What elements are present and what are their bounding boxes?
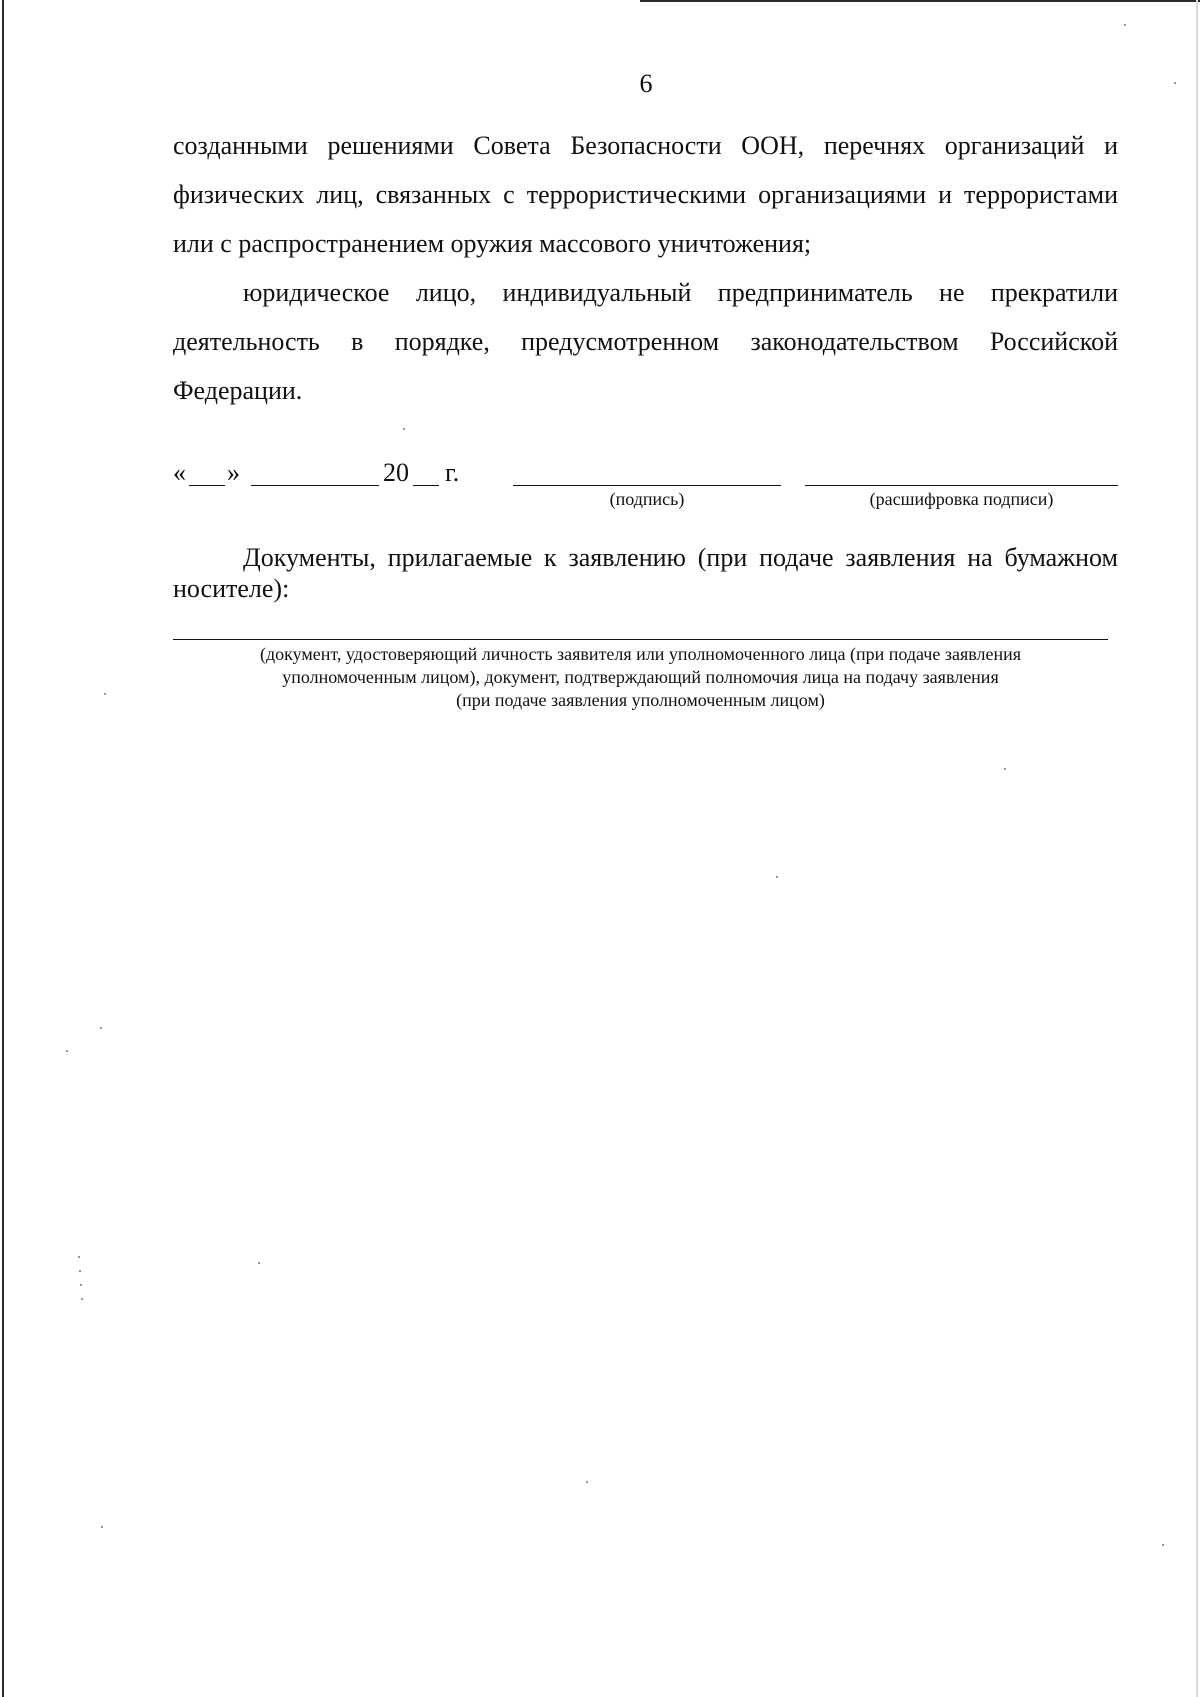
note-line: (документ, удостоверяющий личность заявителя или уполномоченного лица (при подаче заявления: [259, 644, 1022, 664]
attached-documents-heading: Документы, прилагаемые к заявлению (при подаче заявления на бумажном носителе):: [173, 543, 1118, 603]
body-paragraph-2: юридическое лицо, индивидуальный предприниматель не прекратили деятельность в порядке, предусмотренном законодательством Российской Федерации.: [173, 278, 1118, 405]
body-paragraph-1: созданными решениями Совета Безопасности ООН, перечнях организаций и физических лиц, связанных с террористическими организациями и террористами или с распространением оружия массового уничтожения;: [173, 131, 1118, 258]
date-year-blank: [413, 485, 439, 486]
attached-documents-blank: [173, 639, 1108, 640]
scan-speck: [101, 1526, 103, 1528]
scan-edge-left: [2, 0, 4, 1697]
scan-speck: [258, 1262, 260, 1264]
page-number: 6: [639, 69, 653, 98]
note-line: (при подаче заявления уполномоченным лицом): [456, 690, 825, 710]
scan-speck: [100, 1027, 102, 1029]
signature-decoding-caption: (расшифровка подписи): [869, 489, 1054, 509]
scan-speck: [66, 1050, 68, 1052]
attached-documents-note: [173, 643, 1108, 712]
date-day-blank: [189, 485, 225, 486]
scan-speck: [1004, 768, 1006, 770]
scan-edge-right: [1196, 0, 1198, 1697]
date-month-blank: [251, 485, 379, 486]
date-year-prefix: 20: [383, 458, 409, 487]
signature-blank: [513, 485, 781, 486]
scan-speck: [104, 693, 106, 695]
scan-speck: [1162, 1544, 1164, 1546]
scan-speck: [1124, 24, 1126, 26]
note-line: уполномоченным лицом), документ, подтверждающий полномочия лица на подачу заявления: [282, 667, 999, 687]
scan-speck: [776, 876, 778, 878]
signature-caption: (подпись): [609, 489, 685, 509]
date-year-suffix: г.: [445, 458, 460, 487]
scan-speck: [403, 428, 405, 430]
scan-speck: [78, 1256, 80, 1258]
scan-speck: [81, 1298, 83, 1300]
scan-speck: [586, 1481, 588, 1483]
scan-speck: [80, 1284, 82, 1286]
date-open-quote: «: [173, 458, 186, 487]
date-close-quote: »: [227, 458, 240, 487]
scan-edge-top: [640, 0, 1200, 2]
scan-speck: [79, 1270, 81, 1272]
signature-decoding-blank: [805, 485, 1118, 486]
signature-block: [173, 453, 1118, 513]
